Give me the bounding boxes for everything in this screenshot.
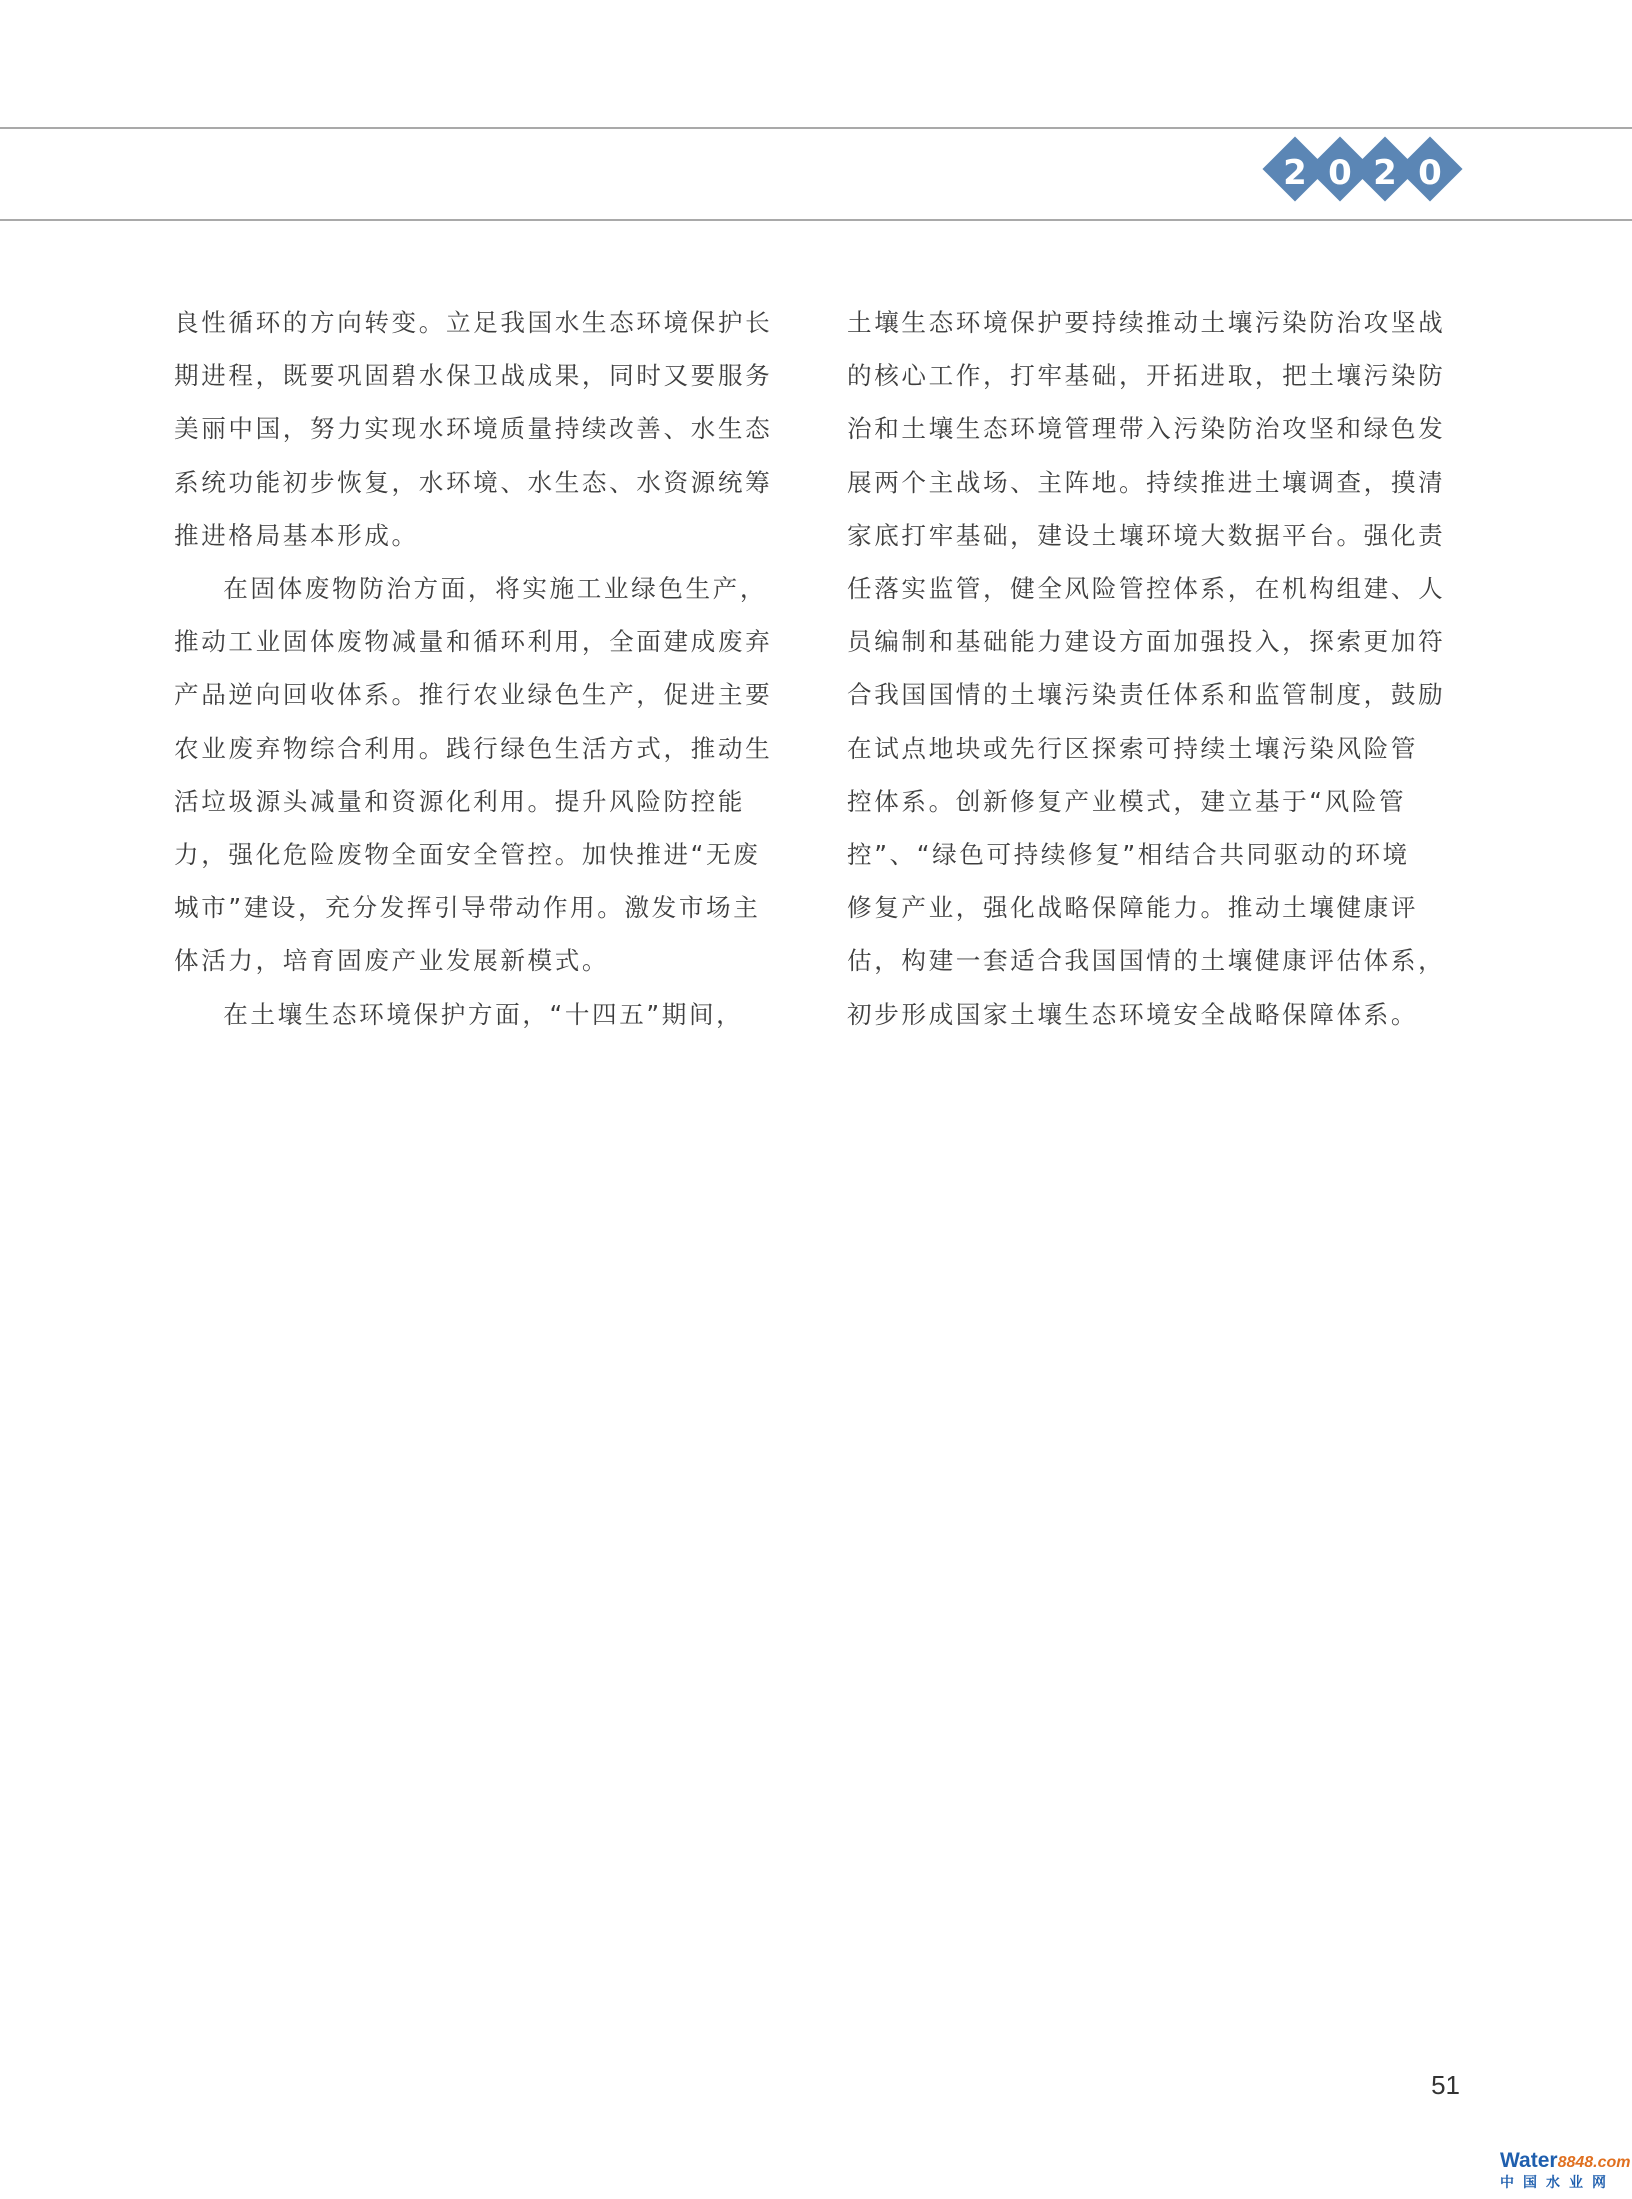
watermark-brand	[1500, 2149, 1631, 2174]
year-digit: 0	[1328, 153, 1352, 193]
paragraph: 在土壤生态环境保护方面，“十四五”期间，	[223, 999, 744, 1029]
left-text-column	[174, 296, 792, 1041]
year-badge	[1262, 140, 1462, 208]
watermark-suffix: .com	[1593, 2154, 1631, 2171]
watermark-number: 8848	[1557, 2154, 1594, 2171]
site-watermark-logo	[1500, 2149, 1631, 2196]
watermark-cn: 中国水业网	[1500, 2175, 1615, 2191]
watermark-word: Water	[1500, 2149, 1558, 2172]
paragraph: 良性循环的方向转变。立足我国水生态环境保护长 期进程，既要巩固碧水保卫战成果，同时又要服务 美丽中国，努力实现水环境质量持续改善、水生态 系统功能初步恢复，水环境、水生态、水资源统筹 推进格局基本形成。	[174, 308, 773, 550]
header-top-rule	[0, 127, 1632, 129]
paragraph: 在固体废物防治方面，将实施工业绿色生产， 推动工业固体废物减量和循环利用，全面建成废弃 产品逆向回收体系。推行农业绿色生产，促进主要 农业废弃物综合利用。践行绿色生活方式，推动生 活垃圾源头减量和资源化利用。提升风险防控能 力，强化危险废物全面安全管控。加快推进“无废 城市”建设，充分发挥引导带动作用。激发市场主 体活力，培育固废产业发展新模式。	[174, 574, 773, 976]
year-digit: 0	[1418, 153, 1442, 193]
year-digit: 2	[1373, 153, 1397, 193]
header-bottom-rule	[0, 219, 1632, 221]
page-number: 51	[1431, 2070, 1460, 2100]
paragraph: 土壤生态环境保护要持续推动土壤污染防治攻坚战 的核心工作，打牢基础，开拓进取，把土壤污染防 治和土壤生态环境管理带入污染防治攻坚和绿色发 展两个主战场、主阵地。持续推进土壤调查，摸清 家底打牢基础，建设土壤环境大数据平台。强化责 任落实监管，健全风险管控体系，在机构组建、人 员编制和基础能力建设方面加强投入，探索更加符 合我国国情的土壤污染责任体系和监管制度，鼓励 在试点地块或先行区探索可持续土壤污染风险管 控体系。创新修复产业模式，建立基于“风险管 控”、“绿色可持续修复”相结合共同驱动的环境 修复产业，强化战略保障能力。推动土壤健康评 估，构建一套适合我国国情的土壤健康评估体系， 初步形成国家土壤生态环境安全战略保障体系。	[847, 308, 1446, 1029]
right-text-column	[847, 296, 1465, 1041]
year-digit: 2	[1283, 153, 1307, 193]
